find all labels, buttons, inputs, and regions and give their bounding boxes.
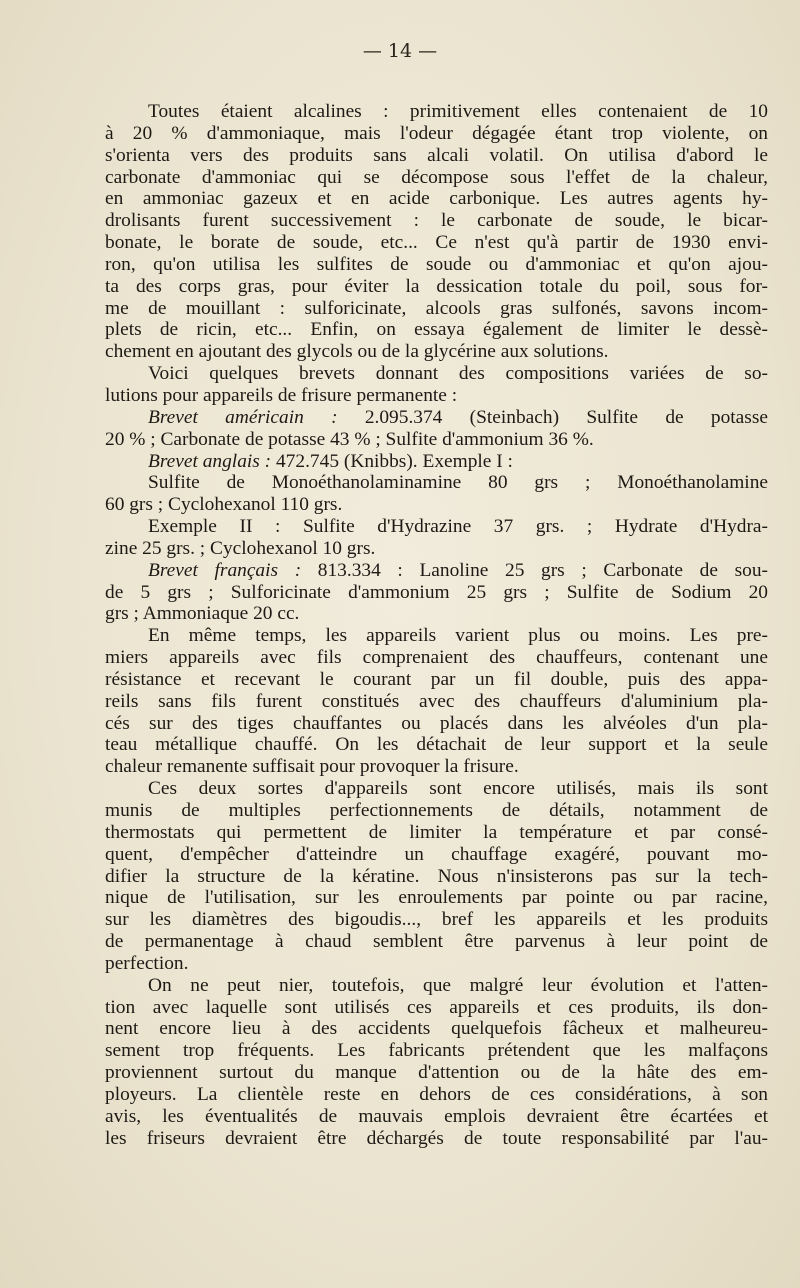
patent-label: Brevet anglais : [148, 450, 272, 472]
text-line: sur les diamètres des bigoudis..., bref les appareils et les produits [105, 909, 768, 931]
text-line: thermostats qui permettent de limiter la température et par consé- [105, 821, 768, 843]
text-line: miers appareils avec fils comprenaient des chauffeurs, contenant une [105, 647, 768, 669]
text-line: me de mouillant : sulforicinate, alcools gras sulfonés, savons incom- [105, 297, 768, 319]
text-line: de permanentage à chaud semblent être parvenus à leur point de [105, 931, 768, 953]
text-line: reils sans fils furent constitués avec des chauffeurs d'aluminium pla- [105, 690, 768, 712]
text-line: ployeurs. La clientèle reste en dehors de ces considérations, à son [105, 1083, 768, 1105]
text-line: chement en ajoutant des glycols ou de la glycérine aux solutions. [105, 341, 609, 363]
text-line: En même temps, les appareils varient plus ou moins. Les pre- [148, 625, 768, 647]
text-line: plets de ricin, etc... Enfin, on essaya également de limiter le dessè- [105, 319, 768, 341]
text-line: On ne peut nier, toutefois, que malgré leur évolution et l'atten- [148, 974, 768, 996]
text-line: perfection. [105, 952, 189, 974]
text-line: Voici quelques brevets donnant des compositions variées de so- [148, 363, 768, 385]
text-line: grs ; Ammoniaque 20 cc. [105, 603, 300, 625]
page-number: — 14 — [362, 40, 438, 62]
text-line: résistance et recevant le courant par un fil double, puis des appa- [105, 668, 768, 690]
text-line: nique de l'utilisation, sur les enroulements par pointe ou par racine, [105, 887, 768, 909]
text-line: les friseurs devraient être déchargés de toute responsabilité par l'au- [105, 1127, 768, 1149]
text-line: s'orienta vers des produits sans alcali volatil. On utilisa d'abord le [105, 144, 768, 166]
text-line: lutions pour appareils de frisure permanente : [105, 384, 458, 406]
text-line: Brevet américain : 2.095.374 (Steinbach) Sulfite de potasse [148, 406, 768, 428]
text-line: quent, d'empêcher d'atteindre un chauffage exagéré, pouvant mo- [105, 843, 768, 865]
text-line: avis, les éventualités de mauvais emplois devraient être écartées et [105, 1105, 768, 1127]
text-line: sement trop fréquents. Les fabricants prétendent que les malfaçons [105, 1040, 768, 1062]
patent-label: Brevet français : [148, 559, 302, 581]
text-line: munis de multiples perfectionnements de détails, notamment de [105, 800, 768, 821]
text-line: Sulfite de Monoéthanolaminamine 80 grs ; Monoéthanolamine [148, 472, 768, 494]
body-text [105, 101, 768, 1150]
text-line: en ammoniac gazeux et en acide carbonique. Les autres agents hy- [105, 188, 768, 210]
patent-label: Brevet américain : [148, 406, 338, 428]
text-line: zine 25 grs. ; Cyclohexanol 10 grs. [105, 537, 376, 559]
text-line: ta des corps gras, pour éviter la dessication totale du poil, sous for- [105, 275, 768, 297]
text-line: Exemple II : Sulfite d'Hydrazine 37 grs. ; Hydrate d'Hydra- [148, 516, 768, 538]
text-line: à 20 % d'ammoniaque, mais l'odeur dégagée étant trop violente, on [105, 122, 768, 144]
text-line: ron, qu'on utilisa les sulfites de soude ou d'ammoniac et qu'on ajou- [105, 253, 768, 275]
text-line: Toutes étaient alcalines : primitivement elles contenaient de 10 [148, 101, 768, 122]
text-line: proviennent surtout du manque d'attention ou de la hâte des em- [105, 1062, 768, 1084]
text-line: Brevet anglais : 472.745 (Knibbs). Exemple I : [148, 450, 513, 472]
text-line: difier la structure de la kératine. Nous n'insisterons pas sur la tech- [105, 865, 768, 887]
text-line: 20 % ; Carbonate de potasse 43 % ; Sulfite d'ammonium 36 %. [105, 428, 594, 450]
text-line: 60 grs ; Cyclohexanol 110 grs. [105, 494, 343, 516]
text-line: nent encore lieu à des accidents quelquefois fâcheux et malheureu- [105, 1018, 768, 1040]
text-line: tion avec laquelle sont utilisés ces appareils et ces produits, ils don- [105, 996, 768, 1018]
text-line: drolisants furent successivement : le carbonate de soude, le bicar- [105, 210, 768, 232]
text-line: Brevet français : 813.334 : Lanoline 25 grs ; Carbonate de sou- [148, 559, 768, 581]
text-line: Ces deux sortes d'appareils sont encore utilisés, mais ils sont [148, 778, 768, 800]
text-line: de 5 grs ; Sulforicinate d'ammonium 25 grs ; Sulfite de Sodium 20 [105, 581, 768, 603]
text-line: chaleur remanente suffisait pour provoquer la frisure. [105, 756, 519, 778]
text-line: bonate, le borate de soude, etc... Ce n'est qu'à partir de 1930 envi- [105, 232, 768, 254]
text-line: carbonate d'ammoniac qui se décompose sous l'effet de la chaleur, [105, 166, 768, 188]
text-line: cés sur des tiges chauffantes ou placés dans les alvéoles d'un pla- [105, 712, 768, 734]
text-line: teau métallique chauffé. On les détachait de leur support et la seule [105, 734, 768, 756]
